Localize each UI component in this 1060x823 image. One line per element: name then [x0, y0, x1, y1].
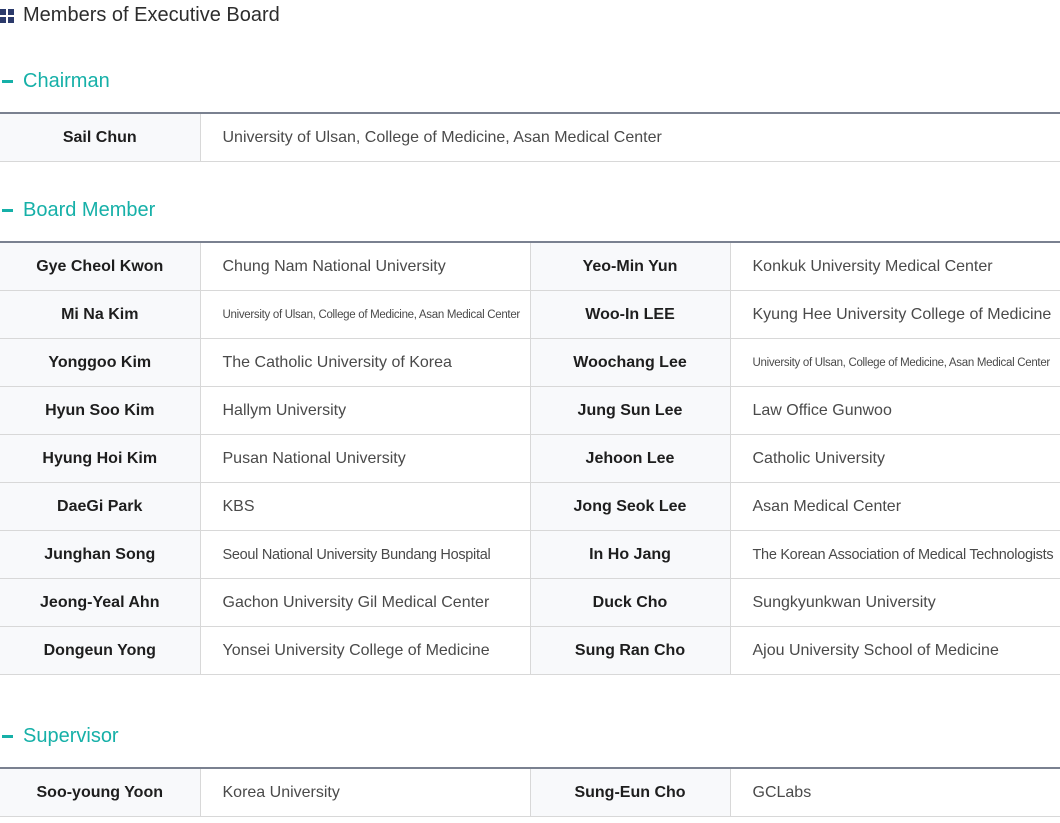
section-title: Board Member — [23, 198, 156, 221]
table-row — [0, 291, 1060, 339]
member-name: Jong Seok Lee — [530, 483, 730, 531]
member-organization: Konkuk University Medical Center — [730, 242, 1060, 291]
member-name: Hyung Hoi Kim — [0, 435, 200, 483]
member-name: Dongeun Yong — [0, 627, 200, 675]
member-name: Junghan Song — [0, 531, 200, 579]
member-name: Woochang Lee — [530, 339, 730, 387]
member-organization: Seoul National University Bundang Hospital — [200, 531, 530, 579]
member-name: Jeong-Yeal Ahn — [0, 579, 200, 627]
member-organization: University of Ulsan, College of Medicine, Asan Medical Center — [200, 113, 1060, 162]
member-name: Woo-In LEE — [530, 291, 730, 339]
chairman-table — [0, 112, 1060, 162]
dash-icon — [2, 80, 13, 83]
member-organization: GCLabs — [730, 768, 1060, 817]
member-name: Jehoon Lee — [530, 435, 730, 483]
grid-icon — [0, 9, 16, 23]
member-name: Yeo-Min Yun — [530, 242, 730, 291]
member-organization: Law Office Gunwoo — [730, 387, 1060, 435]
member-name: Sung-Eun Cho — [530, 768, 730, 817]
member-organization: Ajou University School of Medicine — [730, 627, 1060, 675]
member-name: Jung Sun Lee — [530, 387, 730, 435]
table-row — [0, 435, 1060, 483]
member-name: In Ho Jang — [530, 531, 730, 579]
member-organization: Catholic University — [730, 435, 1060, 483]
member-name: Soo-young Yoon — [0, 768, 200, 817]
member-name: DaeGi Park — [0, 483, 200, 531]
member-name: Duck Cho — [530, 579, 730, 627]
page-title-text: Members of Executive Board — [23, 3, 280, 26]
dash-icon — [2, 209, 13, 212]
table-row — [0, 387, 1060, 435]
section-heading-supervisor — [0, 723, 119, 749]
member-organization: Gachon University Gil Medical Center — [200, 579, 530, 627]
table-row — [0, 627, 1060, 675]
member-name: Sung Ran Cho — [530, 627, 730, 675]
section-heading-chairman — [0, 68, 110, 94]
member-organization: The Catholic University of Korea — [200, 339, 530, 387]
member-organization: Yonsei University College of Medicine — [200, 627, 530, 675]
section-title: Chairman — [23, 69, 110, 92]
member-organization: Chung Nam National University — [200, 242, 530, 291]
member-name: Sail Chun — [0, 113, 200, 162]
board-member-table — [0, 241, 1060, 675]
member-organization: Pusan National University — [200, 435, 530, 483]
section-title: Supervisor — [23, 724, 119, 747]
member-name: Hyun Soo Kim — [0, 387, 200, 435]
section-heading-board-member — [0, 197, 155, 223]
member-name: Yonggoo Kim — [0, 339, 200, 387]
supervisor-table — [0, 767, 1060, 817]
member-organization: Hallym University — [200, 387, 530, 435]
table-row — [0, 768, 1060, 817]
member-organization: The Korean Association of Medical Technologists — [730, 531, 1060, 579]
member-organization: Kyung Hee University College of Medicine — [730, 291, 1060, 339]
table-row — [0, 339, 1060, 387]
table-row — [0, 483, 1060, 531]
member-organization: Asan Medical Center — [730, 483, 1060, 531]
table-row — [0, 113, 1060, 162]
table-row — [0, 531, 1060, 579]
dash-icon — [2, 735, 13, 738]
table-row — [0, 242, 1060, 291]
member-organization: University of Ulsan, College of Medicine, Asan Medical Center — [730, 339, 1060, 387]
member-name: Mi Na Kim — [0, 291, 200, 339]
member-organization: Sungkyunkwan University — [730, 579, 1060, 627]
table-row — [0, 579, 1060, 627]
member-organization: Korea University — [200, 768, 530, 817]
member-organization: University of Ulsan, College of Medicine, Asan Medical Center — [200, 291, 530, 339]
member-name: Gye Cheol Kwon — [0, 242, 200, 291]
page-title — [0, 3, 280, 27]
member-organization: KBS — [200, 483, 530, 531]
